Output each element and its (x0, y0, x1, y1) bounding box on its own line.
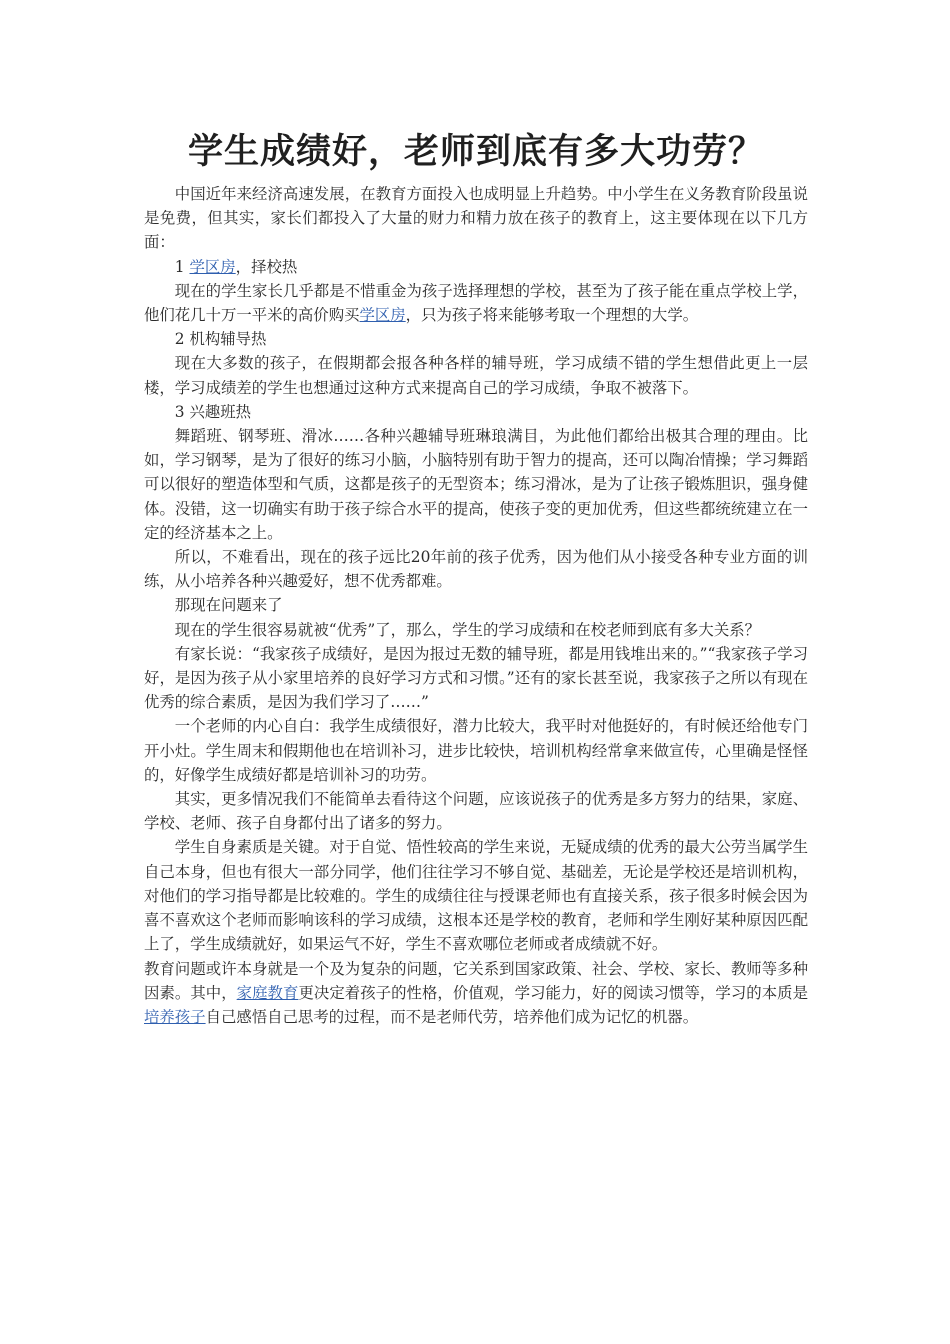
parents-view-paragraph: 有家长说：“我家孩子成绩好，是因为报过无数的辅导班，都是用钱堆出来的。”“我家孩子学习好，是因为孩子从小家里培养的良好学习方式和习惯。”还有的家长甚至说，我家孩子之所以有现在优秀的综合素质，是因为我们学习了……” (144, 644, 808, 712)
section-heading-2: 2 机构辅导热 (174, 330, 267, 349)
interest-class-paragraph: 舞蹈班、钢琴班、滑冰……各种兴趣辅导班琳琅满目，为此他们都给出极其合理的理由。比如，学习钢琴，是为了很好的练习小脑，小脑特别有助于智力的提高，还可以陶冶情操；学习舞蹈可以很好的塑造体型和气质，这都是孩子的无型资本；练习滑冰，是为了让孩子锻炼胆识，强身健体。没错，这一切确实有助于孩子综合水平的提高，使孩子变的更加优秀，但这些都统统建立在一定的经济基本之上。 (144, 427, 808, 542)
closing-paragraph (144, 957, 808, 1030)
paragraph-text: 现在的学生家长几乎都是不惜重金为孩子选择理想的学校，甚至为了孩子能在重点学校上学，他们花几十万一平米的高价购买 (144, 281, 808, 325)
question-paragraph: 现在的学生很容易就被“优秀”了，那么，学生的学习成绩和在校老师到底有多大关系？ (174, 620, 760, 639)
section-heading-3: 3 兴趣班热 (174, 402, 252, 421)
section-heading-text: ，择校热 (235, 257, 298, 276)
raising-children-link[interactable]: 培养孩子 (144, 1007, 206, 1026)
school-district-housing-link-inline[interactable]: 学区房 (359, 306, 406, 325)
paragraph-text: ，只为孩子将来能够考取一个理想的大学。 (405, 306, 699, 325)
paragraph-text: 教育问题或许本身就是一个及为复杂的问题，它关系到国家政策、社会、学校、家长、教师等多种因素。其中， (144, 959, 808, 1002)
conclusion-paragraph: 所以，不难看出，现在的孩子远比20年前的孩子优秀，因为他们从小接受各种专业方面的训练，从小培养各种兴趣爱好，想不优秀都难。 (144, 548, 808, 591)
question-lead-paragraph: 那现在问题来了 (174, 596, 283, 615)
section-number: 1 (174, 257, 190, 276)
paragraph-text: 自己感悟自己思考的过程，而不是老师代劳，培养他们成为记忆的机器。 (205, 1007, 699, 1026)
family-education-link[interactable]: 家庭教育 (236, 983, 299, 1002)
intro-paragraph: 中国近年来经济高速发展，在教育方面投入也成明显上升趋势。中小学生在义务教育阶段虽说是免费，但其实，家长们都投入了大量的财力和精力放在孩子的教育上，这主要体现在以下几方面： (144, 185, 808, 252)
document-page (144, 128, 808, 1029)
school-district-paragraph (144, 279, 808, 327)
student-quality-paragraph: 学生自身素质是关键。对于自觉、悟性较高的学生来说，无疑成绩的优秀的最大公劳当属学生自己本身，但也有很大一部分同学，他们往往学习不够自觉、基础差，无论是学校还是培训机构，对他们的学习指导都是比较难的。学生的成绩往往与授课老师也有直接关系，孩子很多时候会因为喜不喜欢这个老师而影响该科的学习成绩，这根本还是学校的教育，老师和学生刚好某种原因匹配上了，学生成绩就好，如果运气不好，学生不喜欢哪位老师或者成绩就不好。 (144, 838, 808, 954)
school-district-housing-link[interactable]: 学区房 (189, 257, 236, 276)
analysis-paragraph: 其实，更多情况我们不能简单去看待这个问题，应该说孩子的优秀是多方努力的结果，家庭、学校、老师、孩子自身都付出了诸多的努力。 (144, 790, 808, 833)
article-title: 学生成绩好，老师到底有多大功劳？ (187, 132, 764, 172)
section-heading-1 (144, 255, 808, 279)
tutoring-paragraph: 现在大多数的孩子，在假期都会报各种各样的辅导班，学习成绩不错的学生想借此更上一层楼，学习成绩差的学生也想通过这种方式来提高自己的学习成绩，争取不被落下。 (144, 354, 808, 397)
paragraph-text: 更决定着孩子的性格，价值观，学习能力，好的阅读习惯等，学习的本质是 (298, 983, 808, 1002)
teacher-view-paragraph: 一个老师的内心自白：我学生成绩很好，潜力比较大，我平时对他挺好的，有时候还给他专门开小灶。学生周末和假期他也在培训补习，进步比较快，培训机构经常拿来做宣传，心里确是怪怪的，好像学生成绩好都是培训补习的功劳。 (144, 717, 808, 784)
